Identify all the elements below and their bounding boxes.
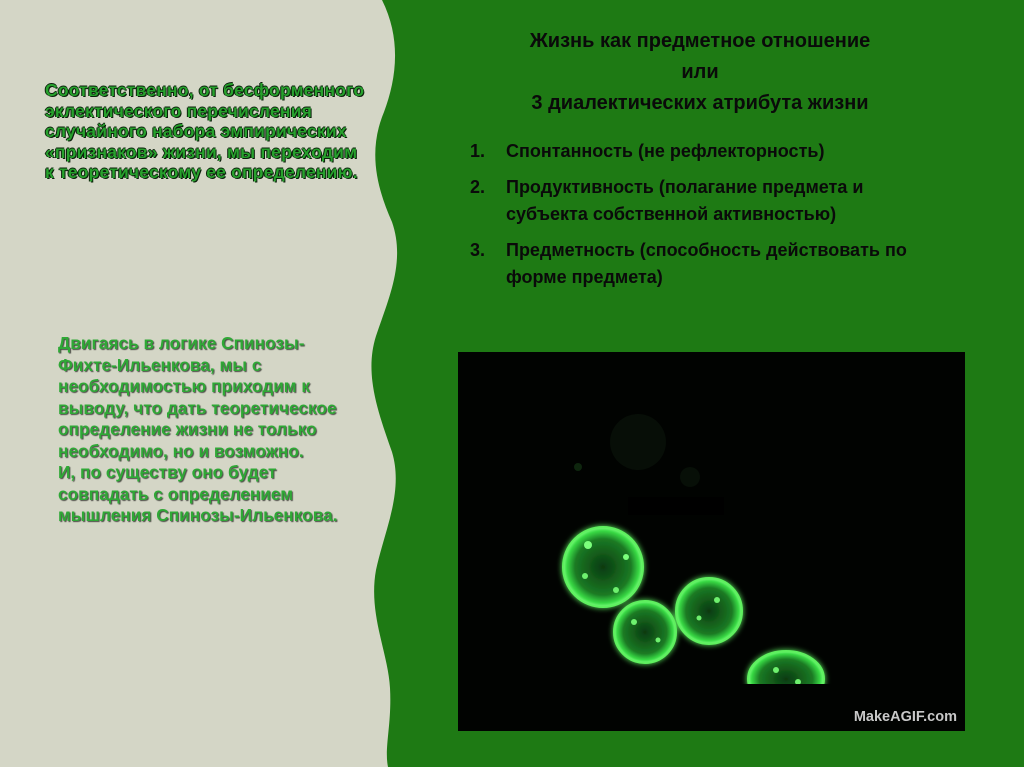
censor-bar [628, 497, 724, 515]
attribute-text: Предметность (способность действовать по форме предмета) [506, 239, 907, 287]
cell-medium [614, 601, 676, 663]
left-paragraph-primary: Соответственно, от бесформенного эклектического перечисления случайного набора эмпирических «признаков» жизни, мы переходим к теоретическому ее определению. [45, 80, 365, 183]
attribute-number: 3. [470, 239, 486, 260]
title-line-3: 3 диалектических атрибута жизни [531, 92, 869, 114]
faint-cell [680, 467, 700, 487]
cell-nucleus [582, 573, 588, 579]
cell-nucleus [631, 619, 637, 625]
attribute-item [470, 174, 940, 229]
cell-nucleus [697, 616, 702, 621]
attribute-text: Продуктивность (полагание предмета и субъекта собственной активностью) [506, 176, 864, 224]
slide-title [430, 26, 970, 119]
cell-right [676, 578, 742, 644]
title-line-1: Жизнь как предметное отношение [529, 30, 871, 52]
attribute-number: 2. [470, 176, 486, 197]
cell-nucleus [613, 587, 619, 593]
attribute-number: 1. [470, 141, 486, 161]
left-paragraph-secondary-part-1: Двигаясь в логике Спинозы-Фихте-Ильенкова, мы с необходимостью приходим к выводу, что дать теоретическое определение жизни не только необходимо, но и возможно. [58, 333, 337, 461]
cells-illustration [458, 352, 965, 731]
faint-speck [574, 463, 582, 471]
cell-nucleus [773, 667, 779, 673]
attribute-item [470, 138, 940, 166]
attribute-item [470, 237, 940, 292]
attribute-list [470, 138, 940, 300]
faint-cell [610, 414, 666, 470]
cell-large [563, 527, 643, 607]
cell-nucleus [623, 554, 629, 560]
cell-nucleus [714, 597, 720, 603]
left-paragraph-secondary-part-2: И, по существу оно будет совпадать с определением мышления Спинозы-Ильенкова. [58, 462, 338, 525]
left-paragraph-secondary [58, 333, 348, 527]
cell-nucleus [584, 541, 592, 549]
attribute-text: Спонтанность (не рефлекторность) [506, 141, 825, 161]
cell-microscopy-image [458, 352, 965, 731]
watermark: MakeAGIF.com [853, 709, 957, 725]
cell-nucleus [656, 638, 661, 643]
title-line-2: или [681, 61, 719, 83]
